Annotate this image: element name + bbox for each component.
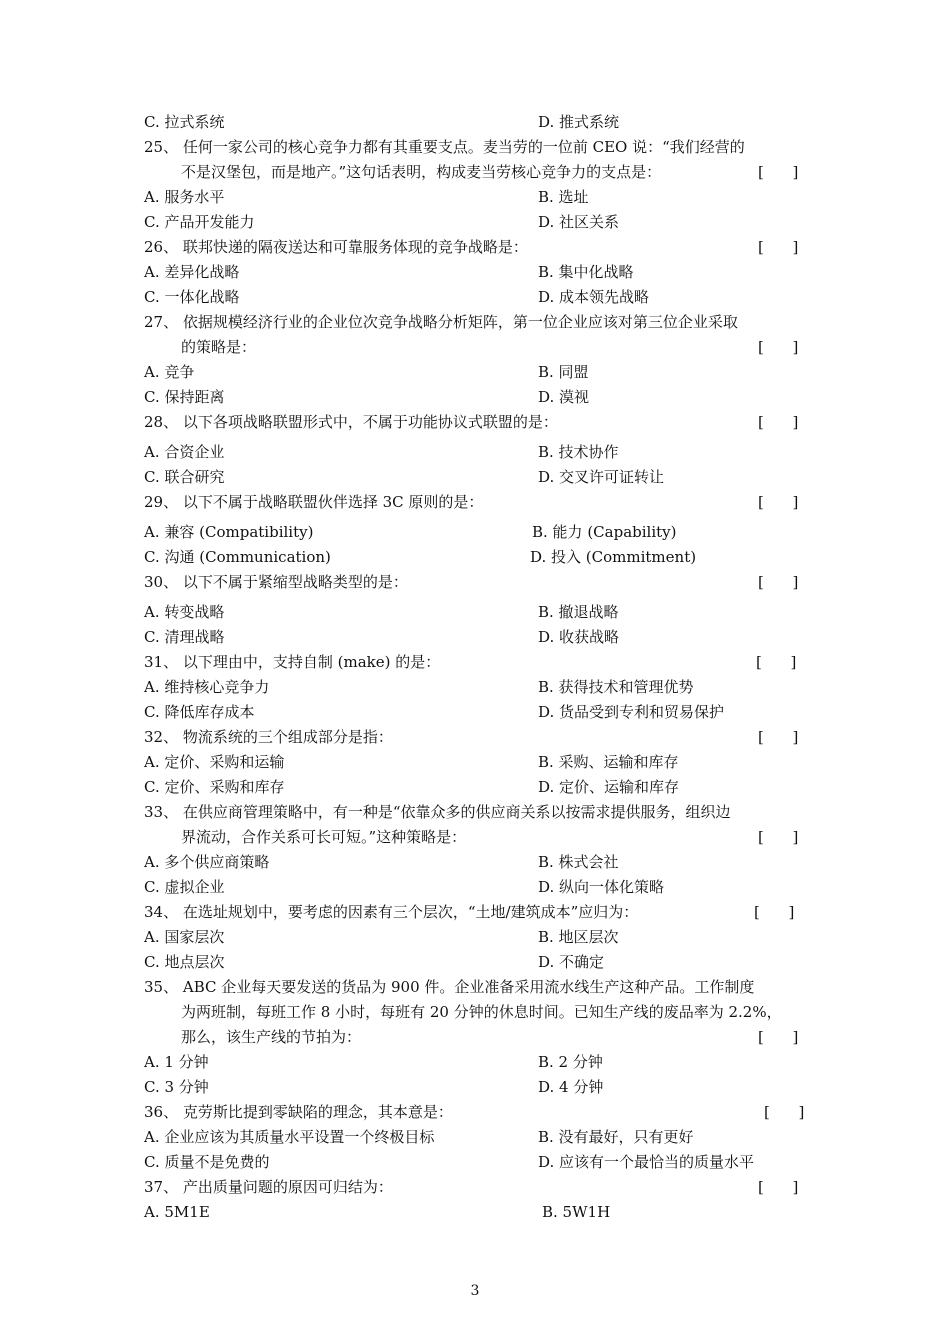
option-left: A. 5M1E — [144, 1203, 210, 1221]
question-text: 34、 在选址规划中，要考虑的因素有三个层次，“土地/建筑成本”应归为： — [144, 903, 639, 921]
option-right: D. 交叉许可证转让 — [538, 468, 665, 486]
question-text: 35、 ABC 企业每天要发送的货品为 900 件。企业准备采用流水线生产这种产品。工作制度 — [144, 978, 755, 996]
answer-bracket: [ ] — [764, 1103, 805, 1121]
option-right: B. 选址 — [538, 188, 589, 206]
option-right: D. 漠视 — [538, 388, 590, 406]
question-text-continued: 不是汉堡包，而是地产。”这句话表明，构成麦当劳核心竞争力的支点是： — [181, 163, 662, 181]
option-right: B. 5W1H — [542, 1203, 611, 1221]
answer-bracket: [ ] — [758, 1178, 799, 1196]
option-right: D. 收获战略 — [538, 628, 620, 646]
answer-bracket: [ ] — [758, 1028, 799, 1046]
option-left: C. 拉式系统 — [144, 113, 225, 131]
question-text-continued: 的策略是： — [181, 338, 257, 356]
option-right: B. 株式会社 — [538, 853, 619, 871]
option-left: C. 沟通 (Communication) — [144, 548, 331, 566]
answer-bracket: [ ] — [758, 493, 799, 511]
question-text: 30、 以下不属于紧缩型战略类型的是： — [144, 573, 408, 591]
option-left: A. 竞争 — [144, 363, 195, 381]
option-left: A. 企业应该为其质量水平设置一个终极目标 — [144, 1128, 435, 1146]
option-right: B. 2 分钟 — [538, 1053, 603, 1071]
option-right: D. 定价、运输和库存 — [538, 778, 680, 796]
option-left: C. 质量不是免费的 — [144, 1153, 270, 1171]
answer-bracket: [ ] — [756, 653, 797, 671]
option-right: B. 采购、运输和库存 — [538, 753, 679, 771]
question-text: 26、 联邦快递的隔夜送达和可靠服务体现的竞争战略是： — [144, 238, 528, 256]
option-right: D. 社区关系 — [538, 213, 620, 231]
question-text: 25、 任何一家公司的核心竞争力都有其重要支点。麦当劳的一位前 CEO 说：“我们经营的 — [144, 138, 745, 156]
option-left: C. 产品开发能力 — [144, 213, 255, 231]
answer-bracket: [ ] — [758, 573, 799, 591]
option-left: A. 兼容 (Compatibility) — [144, 523, 314, 541]
option-right: D. 投入 (Commitment) — [530, 548, 697, 566]
option-left: C. 一体化战略 — [144, 288, 240, 306]
option-left: C. 清理战略 — [144, 628, 225, 646]
question-text-continued: 界流动，合作关系可长可短。”这种策略是： — [181, 828, 467, 846]
option-left: C. 定价、采购和库存 — [144, 778, 285, 796]
option-right: B. 集中化战略 — [538, 263, 634, 281]
option-right: B. 地区层次 — [538, 928, 619, 946]
option-right: B. 能力 (Capability) — [532, 523, 677, 541]
option-right: D. 货品受到专利和贸易保护 — [538, 703, 725, 721]
answer-bracket: [ ] — [758, 828, 799, 846]
page-number: 3 — [470, 1283, 480, 1299]
option-left: A. 1 分钟 — [144, 1053, 209, 1071]
answer-bracket: [ ] — [758, 728, 799, 746]
option-left: A. 服务水平 — [144, 188, 225, 206]
option-left: A. 多个供应商策略 — [144, 853, 270, 871]
option-left: C. 3 分钟 — [144, 1078, 209, 1096]
option-right: B. 技术协作 — [538, 443, 619, 461]
option-right: D. 成本领先战略 — [538, 288, 650, 306]
option-right: B. 同盟 — [538, 363, 589, 381]
question-text: 37、 产出质量问题的原因可归结为： — [144, 1178, 393, 1196]
option-left: C. 保持距离 — [144, 388, 225, 406]
answer-bracket: [ ] — [754, 903, 795, 921]
question-text: 27、 依据规模经济行业的企业位次竞争战略分析矩阵，第一位企业应该对第三位企业采取 — [144, 313, 738, 331]
option-right: B. 获得技术和管理优势 — [538, 678, 694, 696]
option-left: A. 转变战略 — [144, 603, 225, 621]
option-right: B. 没有最好，只有更好 — [538, 1128, 694, 1146]
question-text: 29、 以下不属于战略联盟伙伴选择 3C 原则的是： — [144, 493, 484, 511]
option-right: D. 应该有一个最恰当的质量水平 — [538, 1153, 755, 1171]
option-left: A. 维持核心竞争力 — [144, 678, 270, 696]
option-left: C. 降低库存成本 — [144, 703, 255, 721]
question-text: 33、 在供应商管理策略中，有一种是“依靠众多的供应商关系以按需求提供服务，组织边 — [144, 803, 731, 821]
answer-bracket: [ ] — [758, 413, 799, 431]
answer-bracket: [ ] — [758, 238, 799, 256]
option-left: C. 地点层次 — [144, 953, 225, 971]
option-left: A. 合资企业 — [144, 443, 225, 461]
question-text: 32、 物流系统的三个组成部分是指： — [144, 728, 393, 746]
option-right: B. 撤退战略 — [538, 603, 619, 621]
question-text: 36、 克劳斯比提到零缺陷的理念，其本意是： — [144, 1103, 453, 1121]
option-left: A. 国家层次 — [144, 928, 225, 946]
option-left: C. 联合研究 — [144, 468, 225, 486]
question-text-continued: 为两班制，每班工作 8 小时，每班有 20 分钟的休息时间。已知生产线的废品率为 2.2%， — [181, 1003, 782, 1021]
option-left: A. 差异化战略 — [144, 263, 240, 281]
option-right: D. 不确定 — [538, 953, 605, 971]
answer-bracket: [ ] — [758, 163, 799, 181]
answer-bracket: [ ] — [758, 338, 799, 356]
option-right: D. 纵向一体化策略 — [538, 878, 665, 896]
option-right: D. 4 分钟 — [538, 1078, 604, 1096]
option-left: C. 虚拟企业 — [144, 878, 225, 896]
option-left: A. 定价、采购和运输 — [144, 753, 285, 771]
option-right: D. 推式系统 — [538, 113, 620, 131]
question-text-continued: 那么，该生产线的节拍为： — [181, 1028, 362, 1046]
question-text: 28、 以下各项战略联盟形式中，不属于功能协议式联盟的是： — [144, 413, 558, 431]
question-text: 31、 以下理由中，支持自制 (make) 的是： — [144, 653, 441, 671]
